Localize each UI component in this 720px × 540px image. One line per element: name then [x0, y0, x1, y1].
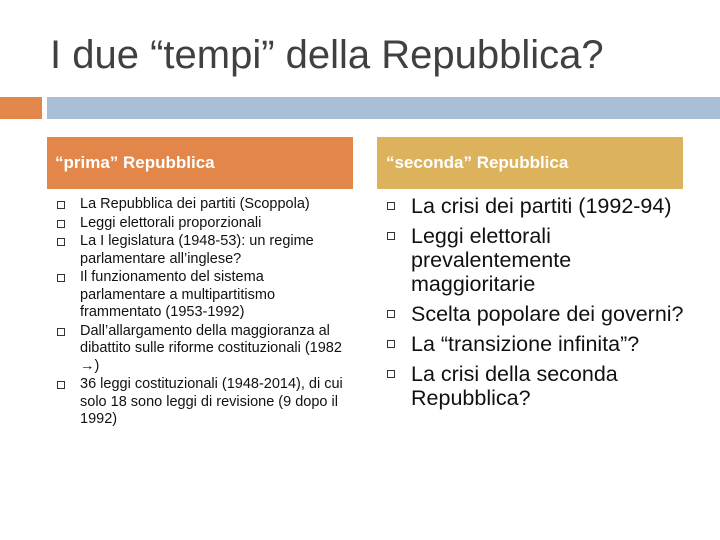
list-item — [57, 215, 353, 233]
list-item — [387, 194, 687, 218]
square-bullet-icon — [387, 310, 395, 318]
list-item — [57, 269, 353, 322]
list-item-text: Dall’allargamento della maggioranza al dibattito sulle riforme costituzionali (1982 →) — [80, 322, 342, 374]
square-bullet-icon — [57, 274, 65, 282]
slide-title: I due “tempi” della Repubblica? — [50, 33, 604, 77]
list-item-text: La crisi dei partiti (1992-94) — [411, 194, 672, 218]
list-item-text: Leggi elettorali proporzionali — [80, 214, 262, 231]
square-bullet-icon — [387, 340, 395, 348]
square-bullet-icon — [57, 381, 65, 389]
list-item-text: La crisi della seconda Repubblica? — [411, 362, 618, 410]
square-bullet-icon — [57, 220, 65, 228]
list-item — [387, 362, 687, 410]
list-item-text: 36 leggi costituzionali (1948-2014), di cui solo 18 sono leggi di revisione (9 dopo il 1992) — [80, 376, 343, 427]
prima-bullet-list — [57, 196, 353, 430]
square-bullet-icon — [387, 232, 395, 240]
list-item — [387, 302, 687, 326]
list-item — [387, 224, 687, 296]
list-item-text: La “transizione infinita”? — [411, 332, 640, 356]
list-item-text: Leggi elettorali prevalentemente maggioritarie — [411, 224, 572, 296]
square-bullet-icon — [387, 370, 395, 378]
square-bullet-icon — [57, 201, 65, 209]
square-bullet-icon — [57, 328, 65, 336]
column-header-prima: “prima” Repubblica — [47, 137, 353, 189]
seconda-bullet-list — [387, 194, 687, 416]
square-bullet-icon — [57, 238, 65, 246]
list-item — [57, 233, 353, 268]
column-header-seconda: “seconda” Repubblica — [377, 137, 683, 189]
list-item-text: La Repubblica dei partiti (Scoppola) — [80, 196, 310, 212]
list-item — [57, 323, 353, 376]
list-item-text: Il funzionamento del sistema parlamentare a multipartitismo frammentato (1953-1992) — [80, 269, 276, 320]
list-item — [57, 376, 353, 429]
list-item — [387, 332, 687, 356]
decorative-accent-bar — [0, 97, 42, 119]
decorative-title-bar — [47, 97, 720, 119]
list-item — [57, 196, 353, 214]
list-item-text: Scelta popolare dei governi? — [411, 302, 684, 326]
square-bullet-icon — [387, 202, 395, 210]
list-item-text: La I legislatura (1948-53): un regime parlamentare all’inglese? — [80, 233, 314, 267]
